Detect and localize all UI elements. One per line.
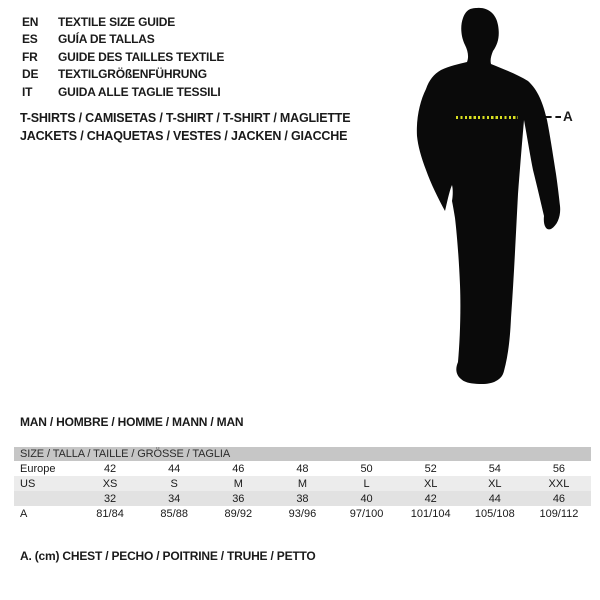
table-cell: S	[170, 477, 178, 490]
category-line-tshirts: T-SHIRTS / CAMISETAS / T-SHIRT / T-SHIRT / MAGLIETTE	[20, 111, 351, 125]
category-line-jackets: JACKETS / CHAQUETAS / VESTES / JACKEN / GIACCHE	[20, 129, 348, 143]
table-cell: 97/100	[349, 507, 384, 520]
size-table-header: SIZE / TALLA / TAILLE / GRÖSSE / TAGLIA	[14, 447, 591, 461]
section-title: MAN / HOMBRE / HOMME / MANN / MAN	[20, 415, 244, 429]
table-cell: 42	[103, 462, 117, 475]
table-cell: M	[233, 477, 243, 490]
measure-footnote: A. (cm) CHEST / PECHO / POITRINE / TRUHE / PETTO	[20, 549, 316, 563]
man-silhouette	[417, 8, 560, 384]
table-row-europe	[14, 461, 591, 476]
table-cell: 101/104	[410, 507, 451, 520]
table-cell: 40	[360, 492, 373, 505]
table-cell: XS	[102, 477, 118, 490]
language-row	[22, 48, 224, 66]
row-label: Europe	[20, 462, 56, 475]
table-row-us	[14, 476, 591, 491]
language-row	[22, 83, 224, 101]
table-cell: 89/92	[224, 507, 253, 520]
table-cell: 56	[552, 462, 566, 475]
table-cell: M	[297, 477, 308, 490]
language-title: TEXTILE SIZE GUIDE	[58, 14, 176, 29]
row-label: US	[20, 477, 36, 490]
table-cell: 36	[232, 492, 245, 505]
table-cell: 109/112	[539, 507, 579, 520]
language-code: FR	[22, 49, 38, 64]
table-cell: 42	[424, 492, 437, 505]
measure-label-a: A	[563, 109, 573, 124]
table-cell: XL	[488, 477, 502, 490]
measure-leader-dashes	[546, 116, 561, 118]
table-cell: XL	[423, 477, 438, 490]
table-cell: 44	[488, 492, 501, 505]
table-row-chest-a	[14, 506, 591, 521]
chest-measure-line	[456, 116, 518, 119]
table-cell: 32	[103, 492, 117, 505]
language-code: IT	[22, 84, 33, 99]
language-row	[22, 66, 224, 84]
language-title: GUIDE DES TAILLES TEXTILE	[58, 49, 225, 64]
table-cell: 105/108	[474, 507, 515, 520]
table-cell: 46	[552, 492, 566, 505]
language-title: GUIDA ALLE TAGLIE TESSILI	[58, 84, 221, 99]
table-cell: 85/88	[160, 507, 188, 520]
language-row	[22, 31, 224, 49]
size-table	[14, 447, 591, 521]
table-cell: 93/96	[288, 507, 317, 520]
table-cell: 46	[232, 462, 245, 475]
category-list	[20, 111, 350, 147]
table-row-numeric	[14, 491, 591, 506]
language-title: GUÍA DE TALLAS	[58, 32, 155, 47]
table-cell: 81/84	[96, 507, 124, 520]
table-cell: 52	[424, 462, 437, 475]
table-cell: 44	[168, 462, 181, 475]
row-label: A	[20, 507, 28, 520]
table-cell: 50	[360, 462, 373, 475]
language-code: EN	[22, 14, 39, 29]
table-cell: L	[363, 477, 370, 490]
language-title: TEXTILGRÖßENFÜHRUNG	[58, 67, 207, 82]
language-row	[22, 13, 224, 31]
language-code: DE	[22, 67, 39, 82]
language-code: ES	[22, 32, 38, 47]
language-list	[22, 13, 224, 101]
table-cell: 34	[168, 492, 181, 505]
table-cell: 38	[296, 492, 309, 505]
table-cell: XXL	[548, 477, 570, 490]
table-cell: 48	[296, 462, 309, 475]
table-cell: 54	[488, 462, 501, 475]
